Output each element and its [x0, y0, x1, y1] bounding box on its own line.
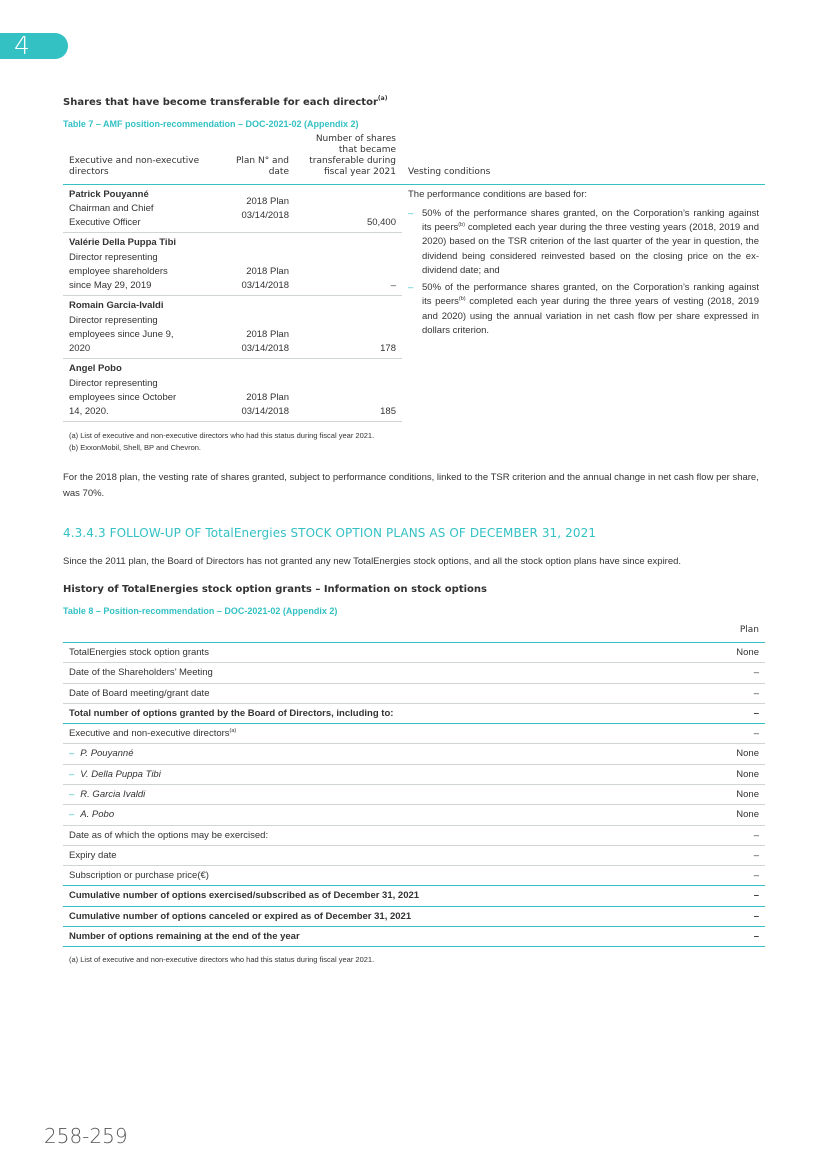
table-row: Date as of which the options may be exercised: –: [63, 825, 765, 845]
table7-header-plan: Plan N° and date: [235, 156, 289, 178]
list-item: – 50% of the performance shares granted, on the Corporation’s ranking against its peers$^{(b)}$ completed each year during the three vesting years (2018, 2019 and 2020) based on the TSR criterion of the last quarter of the year in question, the dividend being considered reinvested based on the closing price on the ex-dividend date; and: [408, 207, 759, 278]
page-number: 258-259: [44, 1124, 128, 1148]
table-row: – P. Pouyanné None: [63, 744, 765, 764]
director-name: Angel Pobo: [69, 363, 122, 375]
shares-value: –: [295, 233, 402, 296]
list-item: – 50% of the performance shares granted, on the Corporation’s ranking against its peers$^{(b)}$ completed each year during the three years of vesting (2018, 2019 and 2020) using the annual variation in net cash flow per share expressed in dollars criterion.: [408, 281, 759, 338]
table-row: – V. Della Puppa Tibi None: [63, 764, 765, 784]
table-row: Executive and non-executive directors$^{(a)}$ –: [63, 724, 765, 744]
chapter-number: 4: [14, 31, 30, 60]
table8-header-plan: Plan: [739, 625, 759, 636]
table7-header-vesting: Vesting conditions: [408, 167, 491, 178]
table8-footnote: (a) List of executive and non-executive directors who had this status during fiscal year 2021.: [69, 955, 375, 965]
section-heading-option-grants: History of TotalEnergies stock option grants – Information on stock options: [63, 583, 487, 595]
vesting-conditions: The performance conditions are based for: – 50% of the performance shares granted, on the Corporation’s ranking against its peers$^{(b)}$ completed each year during the three vesting years (2018, 2019 and 2020) based on the TSR criterion of the last quarter of the year in question, the dividend being considered reinvested based on the closing price on the ex-dividend date; and – 50% of the performance shares granted, on the Corporation’s ranking against its peers$^{(b)}$ completed each year during the three years of vesting (2018, 2019 and 2020) using the annual variation in net cash flow per share expressed in dollars criterion.: [402, 184, 765, 422]
table-row: Angel Pobo Director representing employees since October 14, 2020. 2018 Plan 03/14/2018 185: [63, 359, 765, 422]
table-row: Date of Board meeting/grant date –: [63, 683, 765, 703]
table8: [63, 620, 765, 947]
table7-header-shares: Number of shares that became transferable during fiscal year 2021: [309, 133, 396, 178]
table-row: Romain Garcia-Ivaldi Director representing employees since June 9, 2020 2018 Plan 03/14/2018 178: [63, 296, 765, 359]
director-name: Valérie Della Puppa Tibi: [69, 237, 177, 249]
table-row: TotalEnergies stock option grants None: [63, 642, 765, 662]
table-row: Date of the Shareholders’ Meeting –: [63, 663, 765, 683]
table7-header-directors: Executive and non-executive directors: [69, 156, 200, 178]
table-row: – A. Pobo None: [63, 805, 765, 825]
section-title-stock-options: 4.3.4.3 FOLLOW-UP OF TotalEnergies STOCK OPTION PLANS AS OF DECEMBER 31, 2021: [63, 525, 597, 540]
shares-value: 178: [295, 296, 402, 359]
page-content: [63, 95, 765, 966]
table-row: Cumulative number of options canceled or expired as of December 31, 2021 –: [63, 906, 765, 926]
table-row: Valérie Della Puppa Tibi Director representing employee shareholders since May 29, 2019 2018 Plan 03/14/2018 –: [63, 233, 765, 296]
shares-value: 185: [295, 359, 402, 422]
director-name: Patrick Pouyanné: [69, 188, 149, 200]
section-heading-transferable-shares: Shares that have become transferable for each director$^{(a)}$: [63, 95, 388, 108]
table8-caption: Table 8 – Position-recommendation – DOC-2021-02 (Appendix 2): [63, 605, 338, 616]
chapter-tab: [0, 33, 68, 59]
table-row: Subscription or purchase price(€) –: [63, 866, 765, 886]
director-name: Romain Garcia-Ivaldi: [69, 300, 164, 312]
vesting-rate-paragraph: For the 2018 plan, the vesting rate of shares granted, subject to performance conditions, linked to the TSR criterion and the annual change in net cash flow per share, was 70%.: [63, 472, 759, 500]
table-row: Patrick Pouyanné Chairman and Chief Executive Officer 2018 Plan 03/14/2018 50,400 The performance conditions are based for: – 50% of the performance shares granted, on the Corporation’s ranking against its peers$^{(b)}$ completed each year during the three vesting years (2018, 2019 and 2020) based on the TSR criterion of the last quarter of the year in question, the dividend being considered reinvested based on the closing price on the ex-dividend date; and – 50% of the performance shares granted, on the Corporation’s ranking against its peers$^{(b)}$ completed each year during the three years of vesting (2018, 2019 and 2020) using the annual variation in net cash flow per share expressed in dollars criterion.: [63, 184, 765, 233]
table-row: Number of options remaining at the end of the year –: [63, 927, 765, 947]
table-row: Total number of options granted by the Board of Directors, including to: –: [63, 703, 765, 723]
table-row: Cumulative number of options exercised/subscribed as of December 31, 2021 –: [63, 886, 765, 906]
stock-options-paragraph: Since the 2011 plan, the Board of Directors has not granted any new TotalEnergies stock options, and all the stock option plans have since expired.: [63, 556, 682, 568]
table7-footnotes: (a) List of executive and non-executive directors who had this status during fiscal year 2021. (b) ExxonMobil, Shell, BP and Chevron.: [69, 431, 375, 453]
table-row: – R. Garcia Ivaldi None: [63, 784, 765, 804]
table7-caption: Table 7 – AMF position-recommendation – DOC-2021-02 (Appendix 2): [63, 119, 359, 129]
table7: [63, 134, 765, 423]
shares-value: 50,400: [295, 184, 402, 233]
table-row: Expiry date –: [63, 845, 765, 865]
